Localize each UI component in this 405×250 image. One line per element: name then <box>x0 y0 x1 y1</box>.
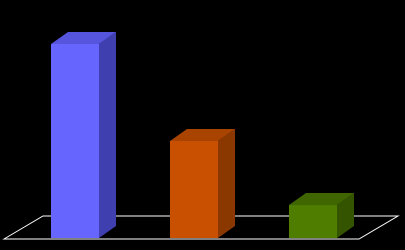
bar-2 <box>170 129 235 238</box>
bar-2-front <box>170 141 218 238</box>
bar-3-front <box>289 205 337 238</box>
bars-group <box>51 32 354 238</box>
bar-1-side <box>99 32 116 238</box>
bar-1-front <box>51 44 99 238</box>
bar-3 <box>289 193 354 238</box>
bar-1 <box>51 32 116 238</box>
bar-2-side <box>218 129 235 238</box>
